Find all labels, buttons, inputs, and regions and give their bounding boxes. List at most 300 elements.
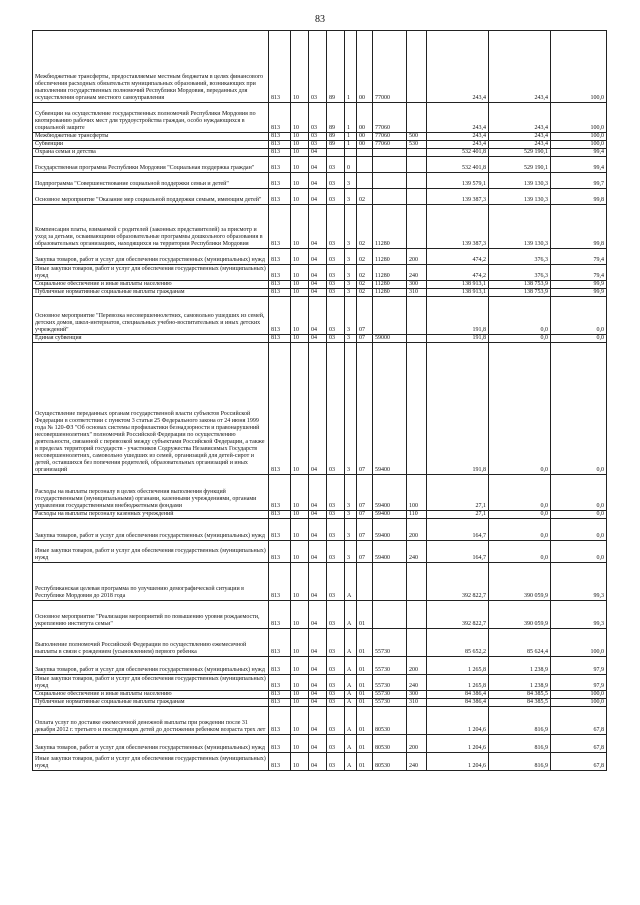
execution-percent-cell: 67,8	[551, 735, 607, 753]
event-code-cell: 01	[357, 707, 373, 735]
expense-type-cell: 300	[407, 281, 427, 289]
section-code-cell: 10	[291, 511, 309, 519]
execution-percent-cell: 0,0	[551, 519, 607, 541]
section-code-cell: 10	[291, 657, 309, 675]
actual-amount-cell: 243,4	[489, 133, 551, 141]
actual-amount-cell: 376,3	[489, 265, 551, 281]
page-number: 83	[315, 14, 325, 25]
subsection-code-cell: 04	[309, 511, 327, 519]
row-name-cell: Государственная программа Республики Мордовия "Социальная поддержка граждан"	[33, 157, 269, 173]
subsection-code-cell: 03	[309, 103, 327, 133]
section-code-cell: 10	[291, 343, 309, 475]
row-name-cell: Закупка товаров, работ и услуг для обеспечения государственных (муниципальных) нужд	[33, 657, 269, 675]
direction-code-cell	[373, 157, 407, 173]
table-row	[33, 707, 607, 735]
expense-type-cell: 310	[407, 289, 427, 297]
execution-percent-cell: 67,8	[551, 753, 607, 771]
expense-type-cell: 240	[407, 265, 427, 281]
program-code-cell: 03	[327, 475, 345, 511]
expense-type-cell: 100	[407, 475, 427, 511]
program-code-cell: 03	[327, 205, 345, 249]
admin-code-cell: 813	[269, 691, 291, 699]
direction-code-cell	[373, 149, 407, 157]
direction-code-cell: 77060	[373, 141, 407, 149]
planned-amount-cell: 1 265,8	[427, 657, 489, 675]
actual-amount-cell: 0,0	[489, 519, 551, 541]
expense-type-cell: 300	[407, 691, 427, 699]
admin-code-cell: 813	[269, 335, 291, 343]
subsection-code-cell: 04	[309, 735, 327, 753]
event-code-cell	[357, 173, 373, 189]
direction-code-cell: 80530	[373, 707, 407, 735]
subprogram-code-cell: А	[345, 735, 357, 753]
admin-code-cell: 813	[269, 735, 291, 753]
subprogram-code-cell: 3	[345, 335, 357, 343]
planned-amount-cell: 1 204,6	[427, 707, 489, 735]
section-code-cell: 10	[291, 475, 309, 511]
row-name-cell: Осуществление переданных органам государственной власти субъектов Российской Федерации в соответствии с пунктом 3 статьи 25 Федерального закона от 24 июня 1999 года № 120-ФЗ "Об основах системы профилактики безнадзорности и правонарушений несовершеннолетних" полномочий Российской Федерации по осуществлению деятельности, связанной с перевозкой между субъектами Российской Федерации, а также в пределах территорий государств - участников Содружества Независимых Государств несовершеннолетних, самовольно ушедших из семей, организаций для детей-сирот и детей, оставшихся без попечения родителей, образовательных организаций и иных организаций	[33, 343, 269, 475]
admin-code-cell: 813	[269, 511, 291, 519]
subsection-code-cell: 04	[309, 753, 327, 771]
section-code-cell: 10	[291, 675, 309, 691]
expense-type-cell: 200	[407, 519, 427, 541]
planned-amount-cell: 164,7	[427, 519, 489, 541]
actual-amount-cell: 816,9	[489, 707, 551, 735]
actual-amount-cell: 1 238,9	[489, 657, 551, 675]
planned-amount-cell: 1 204,6	[427, 735, 489, 753]
actual-amount-cell: 0,0	[489, 475, 551, 511]
subprogram-code-cell: А	[345, 753, 357, 771]
execution-percent-cell: 67,8	[551, 707, 607, 735]
event-code-cell: 07	[357, 519, 373, 541]
actual-amount-cell: 0,0	[489, 541, 551, 563]
execution-percent-cell: 0,0	[551, 343, 607, 475]
subsection-code-cell: 04	[309, 675, 327, 691]
row-name-cell: Основное мероприятие "Перевозка несовершеннолетних, самовольно ушедших из семей, детских домов, школ-интернатов, специальных учебно-воспитательных и иных детских учреждений"	[33, 297, 269, 335]
subprogram-code-cell: 3	[345, 281, 357, 289]
subsection-code-cell: 03	[309, 133, 327, 141]
row-name-cell: Компенсация платы, взимаемой с родителей (законных представителей) за присмотр и уход за детьми, осваивающими образовательные программы дошкольного образования в образовательных организациях, находящихся на территории Республики Мордовия	[33, 205, 269, 249]
planned-amount-cell: 139 579,1	[427, 173, 489, 189]
expense-type-cell: 110	[407, 511, 427, 519]
table-row	[33, 601, 607, 629]
direction-code-cell	[373, 173, 407, 189]
event-code-cell: 02	[357, 265, 373, 281]
admin-code-cell: 813	[269, 31, 291, 103]
subsection-code-cell: 04	[309, 541, 327, 563]
direction-code-cell: 77060	[373, 103, 407, 133]
subsection-code-cell: 04	[309, 265, 327, 281]
row-name-cell: Основное мероприятие "Реализация мероприятий по повышению уровня рождаемости, укреплению института семьи"	[33, 601, 269, 629]
subprogram-code-cell: 3	[345, 205, 357, 249]
direction-code-cell: 59400	[373, 541, 407, 563]
section-code-cell: 10	[291, 601, 309, 629]
subsection-code-cell: 04	[309, 281, 327, 289]
direction-code-cell: 11280	[373, 281, 407, 289]
direction-code-cell: 55730	[373, 699, 407, 707]
direction-code-cell: 59400	[373, 475, 407, 511]
section-code-cell: 10	[291, 173, 309, 189]
row-name-cell: Социальное обеспечение и иные выплаты населению	[33, 281, 269, 289]
table-row	[33, 699, 607, 707]
subprogram-code-cell: А	[345, 707, 357, 735]
table-row	[33, 753, 607, 771]
direction-code-cell: 80530	[373, 735, 407, 753]
event-code-cell: 02	[357, 289, 373, 297]
direction-code-cell: 77060	[373, 133, 407, 141]
section-code-cell: 10	[291, 335, 309, 343]
execution-percent-cell: 100,0	[551, 699, 607, 707]
program-code-cell: 03	[327, 541, 345, 563]
execution-percent-cell: 100,0	[551, 629, 607, 657]
expense-type-cell	[407, 173, 427, 189]
subprogram-code-cell: 3	[345, 541, 357, 563]
planned-amount-cell: 84 386,4	[427, 691, 489, 699]
planned-amount-cell: 474,2	[427, 249, 489, 265]
direction-code-cell: 11280	[373, 265, 407, 281]
section-code-cell: 10	[291, 563, 309, 601]
planned-amount-cell: 243,4	[427, 103, 489, 133]
direction-code-cell: 55730	[373, 691, 407, 699]
event-code-cell: 01	[357, 699, 373, 707]
direction-code-cell: 11280	[373, 205, 407, 249]
subprogram-code-cell: 3	[345, 265, 357, 281]
actual-amount-cell: 84 385,5	[489, 699, 551, 707]
subsection-code-cell: 04	[309, 707, 327, 735]
execution-percent-cell: 100,0	[551, 133, 607, 141]
program-code-cell: 89	[327, 133, 345, 141]
section-code-cell: 10	[291, 699, 309, 707]
event-code-cell: 00	[357, 103, 373, 133]
execution-percent-cell: 99,3	[551, 563, 607, 601]
table-row	[33, 335, 607, 343]
expense-type-cell	[407, 563, 427, 601]
table-row	[33, 541, 607, 563]
execution-percent-cell: 99,8	[551, 189, 607, 205]
execution-percent-cell: 99,9	[551, 281, 607, 289]
subsection-code-cell: 04	[309, 149, 327, 157]
row-name-cell: Межбюджетные трансферты, предоставляемые местным бюджетам в целях финансового обеспечения расходных обязательств муниципальных образований, возникающих при выполнении государственных полномочий Республики Мордовия, переданных для осуществления органам местного самоуправления	[33, 31, 269, 103]
section-code-cell: 10	[291, 281, 309, 289]
event-code-cell: 01	[357, 675, 373, 691]
execution-percent-cell: 100,0	[551, 31, 607, 103]
table-row	[33, 519, 607, 541]
table-row	[33, 475, 607, 511]
event-code-cell: 07	[357, 335, 373, 343]
event-code-cell: 01	[357, 691, 373, 699]
section-code-cell: 10	[291, 141, 309, 149]
event-code-cell: 01	[357, 629, 373, 657]
section-code-cell: 10	[291, 189, 309, 205]
admin-code-cell: 813	[269, 133, 291, 141]
planned-amount-cell: 139 387,3	[427, 205, 489, 249]
subprogram-code-cell: 0	[345, 157, 357, 173]
execution-percent-cell: 0,0	[551, 511, 607, 519]
subsection-code-cell: 03	[309, 141, 327, 149]
admin-code-cell: 813	[269, 707, 291, 735]
table-row	[33, 675, 607, 691]
subsection-code-cell: 04	[309, 629, 327, 657]
subprogram-code-cell: 3	[345, 189, 357, 205]
subsection-code-cell: 03	[309, 31, 327, 103]
direction-code-cell	[373, 297, 407, 335]
event-code-cell: 01	[357, 735, 373, 753]
planned-amount-cell: 243,4	[427, 141, 489, 149]
expense-type-cell: 240	[407, 753, 427, 771]
event-code-cell	[357, 149, 373, 157]
expense-type-cell	[407, 629, 427, 657]
subprogram-code-cell: 1	[345, 103, 357, 133]
expense-type-cell	[407, 103, 427, 133]
program-code-cell: 03	[327, 265, 345, 281]
planned-amount-cell: 243,4	[427, 31, 489, 103]
planned-amount-cell: 84 386,4	[427, 699, 489, 707]
subsection-code-cell: 04	[309, 289, 327, 297]
table-row	[33, 297, 607, 335]
event-code-cell: 02	[357, 205, 373, 249]
subprogram-code-cell: 1	[345, 31, 357, 103]
subprogram-code-cell: 3	[345, 475, 357, 511]
planned-amount-cell: 27,1	[427, 475, 489, 511]
program-code-cell: 03	[327, 289, 345, 297]
expense-type-cell: 530	[407, 141, 427, 149]
admin-code-cell: 813	[269, 699, 291, 707]
planned-amount-cell: 138 913,1	[427, 281, 489, 289]
execution-percent-cell: 99,7	[551, 173, 607, 189]
planned-amount-cell: 532 401,8	[427, 149, 489, 157]
program-code-cell: 03	[327, 601, 345, 629]
event-code-cell: 07	[357, 475, 373, 511]
table-row	[33, 173, 607, 189]
execution-percent-cell: 0,0	[551, 335, 607, 343]
budget-table-container	[32, 30, 606, 771]
expense-type-cell	[407, 189, 427, 205]
actual-amount-cell: 138 753,9	[489, 289, 551, 297]
table-row	[33, 343, 607, 475]
program-code-cell: 03	[327, 249, 345, 265]
expense-type-cell: 200	[407, 249, 427, 265]
execution-percent-cell: 79,4	[551, 249, 607, 265]
section-code-cell: 10	[291, 149, 309, 157]
execution-percent-cell: 99,4	[551, 157, 607, 173]
expense-type-cell	[407, 335, 427, 343]
event-code-cell: 07	[357, 297, 373, 335]
program-code-cell: 03	[327, 675, 345, 691]
section-code-cell: 10	[291, 205, 309, 249]
planned-amount-cell: 392 822,7	[427, 601, 489, 629]
section-code-cell: 10	[291, 707, 309, 735]
admin-code-cell: 813	[269, 189, 291, 205]
actual-amount-cell: 243,4	[489, 141, 551, 149]
expense-type-cell: 240	[407, 675, 427, 691]
section-code-cell: 10	[291, 265, 309, 281]
program-code-cell: 03	[327, 519, 345, 541]
table-row	[33, 563, 607, 601]
subprogram-code-cell: А	[345, 601, 357, 629]
subsection-code-cell: 04	[309, 205, 327, 249]
actual-amount-cell: 243,4	[489, 31, 551, 103]
row-name-cell: Межбюджетные трансферты	[33, 133, 269, 141]
subprogram-code-cell: А	[345, 699, 357, 707]
direction-code-cell	[373, 189, 407, 205]
actual-amount-cell: 85 624,4	[489, 629, 551, 657]
event-code-cell: 01	[357, 601, 373, 629]
actual-amount-cell: 0,0	[489, 335, 551, 343]
actual-amount-cell: 139 130,3	[489, 173, 551, 189]
program-code-cell: 03	[327, 699, 345, 707]
program-code-cell: 03	[327, 707, 345, 735]
execution-percent-cell: 97,9	[551, 657, 607, 675]
subsection-code-cell: 04	[309, 519, 327, 541]
section-code-cell: 10	[291, 519, 309, 541]
table-row	[33, 103, 607, 133]
actual-amount-cell: 84 385,5	[489, 691, 551, 699]
table-row	[33, 691, 607, 699]
expense-type-cell: 200	[407, 735, 427, 753]
event-code-cell: 07	[357, 343, 373, 475]
actual-amount-cell: 243,4	[489, 103, 551, 133]
subsection-code-cell: 04	[309, 699, 327, 707]
program-code-cell: 03	[327, 281, 345, 289]
expense-type-cell	[407, 601, 427, 629]
direction-code-cell: 55730	[373, 675, 407, 691]
event-code-cell: 01	[357, 753, 373, 771]
program-code-cell: 03	[327, 297, 345, 335]
subprogram-code-cell: 3	[345, 519, 357, 541]
direction-code-cell	[373, 601, 407, 629]
direction-code-cell: 11280	[373, 249, 407, 265]
admin-code-cell: 813	[269, 563, 291, 601]
actual-amount-cell: 0,0	[489, 297, 551, 335]
table-row	[33, 31, 607, 103]
program-code-cell: 03	[327, 157, 345, 173]
program-code-cell: 89	[327, 103, 345, 133]
table-row	[33, 629, 607, 657]
admin-code-cell: 813	[269, 141, 291, 149]
subprogram-code-cell	[345, 149, 357, 157]
section-code-cell: 10	[291, 691, 309, 699]
section-code-cell: 10	[291, 133, 309, 141]
actual-amount-cell: 816,9	[489, 753, 551, 771]
section-code-cell: 10	[291, 629, 309, 657]
planned-amount-cell: 191,8	[427, 335, 489, 343]
admin-code-cell: 813	[269, 265, 291, 281]
execution-percent-cell: 100,0	[551, 103, 607, 133]
actual-amount-cell: 0,0	[489, 511, 551, 519]
expense-type-cell	[407, 343, 427, 475]
program-code-cell: 03	[327, 657, 345, 675]
actual-amount-cell: 529 190,1	[489, 149, 551, 157]
actual-amount-cell: 816,9	[489, 735, 551, 753]
actual-amount-cell: 1 238,9	[489, 675, 551, 691]
admin-code-cell: 813	[269, 657, 291, 675]
execution-percent-cell: 99,9	[551, 289, 607, 297]
section-code-cell: 10	[291, 249, 309, 265]
table-row	[33, 511, 607, 519]
table-row	[33, 265, 607, 281]
expense-type-cell	[407, 31, 427, 103]
actual-amount-cell: 376,3	[489, 249, 551, 265]
table-row	[33, 281, 607, 289]
program-code-cell: 03	[327, 343, 345, 475]
admin-code-cell: 813	[269, 103, 291, 133]
subsection-code-cell: 04	[309, 601, 327, 629]
actual-amount-cell: 529 190,1	[489, 157, 551, 173]
row-name-cell: Субвенции	[33, 141, 269, 149]
event-code-cell	[357, 563, 373, 601]
admin-code-cell: 813	[269, 289, 291, 297]
planned-amount-cell: 392 822,7	[427, 563, 489, 601]
section-code-cell: 10	[291, 541, 309, 563]
table-row	[33, 249, 607, 265]
program-code-cell	[327, 149, 345, 157]
admin-code-cell: 813	[269, 475, 291, 511]
event-code-cell: 07	[357, 541, 373, 563]
row-name-cell: Публичные нормативные социальные выплаты гражданам	[33, 289, 269, 297]
execution-percent-cell: 99,3	[551, 601, 607, 629]
actual-amount-cell: 390 059,9	[489, 601, 551, 629]
execution-percent-cell: 97,9	[551, 675, 607, 691]
program-code-cell: 03	[327, 691, 345, 699]
row-name-cell: Единая субвенция	[33, 335, 269, 343]
expense-type-cell: 500	[407, 133, 427, 141]
actual-amount-cell: 0,0	[489, 343, 551, 475]
subsection-code-cell: 04	[309, 173, 327, 189]
subsection-code-cell: 04	[309, 657, 327, 675]
row-name-cell: Иные закупки товаров, работ и услуг для обеспечения государственных (муниципальных) нужд	[33, 541, 269, 563]
row-name-cell: Республиканская целевая программа по улучшению демографической ситуации в Республике Мордовия до 2018 года	[33, 563, 269, 601]
table-row	[33, 205, 607, 249]
program-code-cell: 03	[327, 753, 345, 771]
subprogram-code-cell: А	[345, 629, 357, 657]
subprogram-code-cell: 3	[345, 173, 357, 189]
row-name-cell: Расходы на выплаты персоналу в целях обеспечения выполнения функций государственными (муниципальными) органами, казенными учреждениями, органами управления государственными внебюджетными фондами	[33, 475, 269, 511]
execution-percent-cell: 0,0	[551, 475, 607, 511]
table-row	[33, 657, 607, 675]
program-code-cell: 03	[327, 629, 345, 657]
row-name-cell: Основное мероприятие "Оказание мер социальной поддержки семьям, имеющим детей"	[33, 189, 269, 205]
program-code-cell: 03	[327, 189, 345, 205]
execution-percent-cell: 100,0	[551, 141, 607, 149]
table-row	[33, 289, 607, 297]
section-code-cell: 10	[291, 31, 309, 103]
subprogram-code-cell: 3	[345, 297, 357, 335]
planned-amount-cell: 474,2	[427, 265, 489, 281]
planned-amount-cell: 139 387,3	[427, 189, 489, 205]
event-code-cell	[357, 157, 373, 173]
section-code-cell: 10	[291, 753, 309, 771]
event-code-cell: 00	[357, 31, 373, 103]
program-code-cell: 03	[327, 735, 345, 753]
execution-percent-cell: 99,8	[551, 205, 607, 249]
subprogram-code-cell: 3	[345, 289, 357, 297]
planned-amount-cell: 138 913,1	[427, 289, 489, 297]
admin-code-cell: 813	[269, 675, 291, 691]
event-code-cell: 02	[357, 281, 373, 289]
subsection-code-cell: 04	[309, 563, 327, 601]
program-code-cell: 89	[327, 31, 345, 103]
expense-type-cell: 310	[407, 699, 427, 707]
row-name-cell: Выполнение полномочий Российской Федерации по осуществлению ежемесячной выплаты в связи с рождением (усыновлением) первого ребенка	[33, 629, 269, 657]
table-row	[33, 157, 607, 173]
execution-percent-cell: 79,4	[551, 265, 607, 281]
table-body	[33, 31, 607, 771]
table-row	[33, 189, 607, 205]
row-name-cell: Иные закупки товаров, работ и услуг для обеспечения государственных (муниципальных) нужд	[33, 265, 269, 281]
section-code-cell: 10	[291, 157, 309, 173]
planned-amount-cell: 532 401,8	[427, 157, 489, 173]
event-code-cell: 01	[357, 657, 373, 675]
